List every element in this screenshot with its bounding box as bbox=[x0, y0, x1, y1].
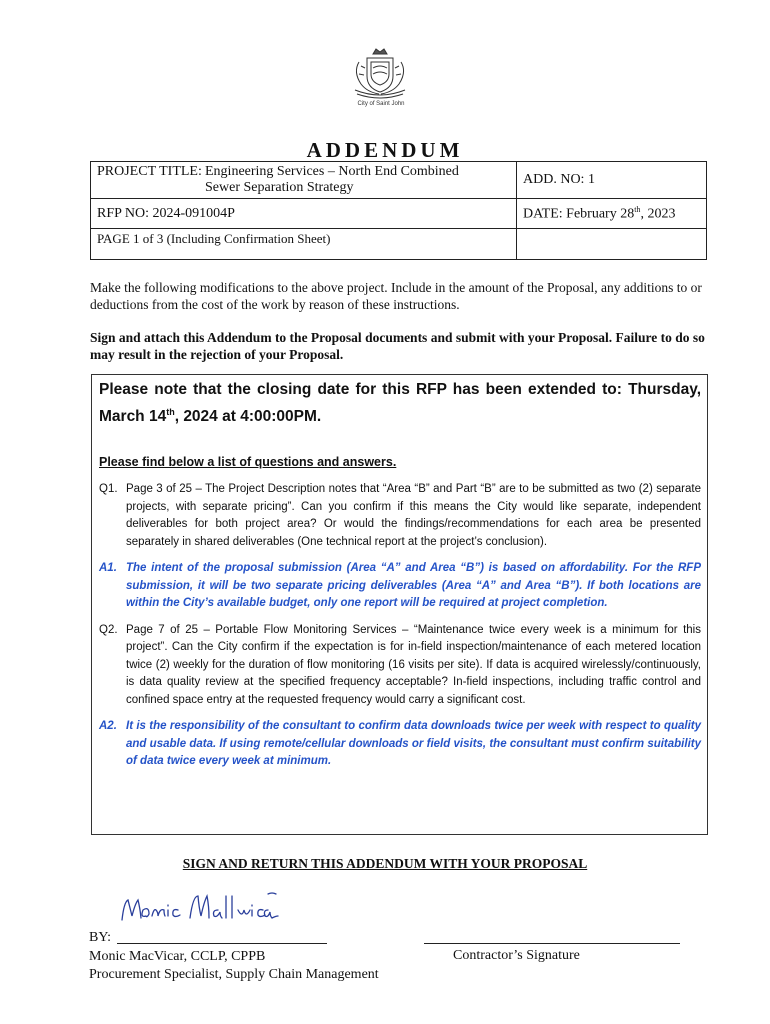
answer-1 bbox=[99, 560, 701, 613]
by-signature-line bbox=[117, 943, 327, 944]
crest-icon bbox=[349, 44, 411, 104]
document-title: ADDENDUM bbox=[306, 138, 464, 162]
intro-paragraph: Make the following modifications to the above project. Include in the amount of the Proposal, any additions to or deductions from the cost of the work by reason of these instructions. bbox=[90, 280, 702, 312]
project-title-label: PROJECT TITLE: bbox=[97, 164, 202, 179]
project-title-line1: Engineering Services – North End Combined bbox=[205, 164, 459, 179]
qa-heading: Please find below a list of questions and answers. bbox=[99, 455, 397, 470]
date-prefix: DATE: February 28 bbox=[523, 206, 635, 222]
date-suffix: , 2023 bbox=[640, 206, 676, 222]
notice-sup: th bbox=[166, 407, 175, 417]
page-info: PAGE 1 of 3 (Including Confirmation Sheet) bbox=[97, 231, 331, 246]
by-label: BY: bbox=[89, 930, 112, 945]
qa-number: Q1. bbox=[99, 483, 118, 496]
contractor-signature-label: Contractor’s Signature bbox=[453, 948, 580, 963]
header-table bbox=[90, 161, 707, 260]
answer-2 bbox=[99, 718, 701, 771]
signatory-role: Procurement Specialist, Supply Chain Management bbox=[89, 967, 379, 982]
empty-cell bbox=[517, 229, 707, 260]
project-title-cell bbox=[91, 162, 517, 199]
notice-part2: , 2024 at 4:00:00PM. bbox=[174, 408, 322, 426]
rfp-no-cell bbox=[91, 199, 517, 229]
notice-box bbox=[91, 374, 708, 835]
question-2 bbox=[99, 622, 701, 710]
add-no-cell bbox=[517, 162, 707, 199]
closing-date-notice bbox=[99, 379, 701, 428]
signatory-name: Monic MacVicar, CCLP, CPPB bbox=[89, 949, 266, 964]
rfp-no: RFP NO: 2024-091004P bbox=[97, 205, 235, 221]
notice-part1: Please note that the closing date for this RFP has been extended to: Thursday, March 14 bbox=[99, 381, 701, 426]
project-title-value bbox=[205, 164, 495, 196]
qa-text: It is the responsibility of the consultant to confirm data downloads twice per week with respect to quality and usable data. If using remote/cellular downloads or field visits, the consultant must confirm suitability of data twice every week at minimum. bbox=[126, 720, 701, 768]
qa-text: Page 7 of 25 – Portable Flow Monitoring Services – “Maintenance twice every week is a minimum for this project”. Can the City confirm if the expectation is for in-field inspection/maintenance of each metered location twice (2) weekly for the duration of flow monitoring (16 visits per site). If data is acquired wirelessly/continuously, is data quality review at the specified frequency acceptable? In-field inspections, including traffic control and confined space entry at the requested frequency would carry a significant cost. bbox=[126, 623, 701, 706]
logo-caption: City of Saint John bbox=[357, 101, 405, 107]
project-title-line2: Sewer Separation Strategy bbox=[205, 180, 354, 195]
qa-text: Page 3 of 25 – The Project Description notes that “Area “B” and Part “B” are to be submitted as two (2) separate projects, with separate pricing”. Can you confirm if this means the City would like separate, independent deliverables for both project area? Or would the findings/recommendations for each area be presented separately in shared deliverables (One technical report at the project’s conclusion). bbox=[126, 483, 701, 548]
add-no: ADD. NO: 1 bbox=[523, 172, 595, 187]
signature-icon bbox=[118, 890, 288, 932]
sign-return-heading: SIGN AND RETURN THIS ADDENDUM WITH YOUR PROPOSAL bbox=[182, 856, 588, 871]
sign-instruction: Sign and attach this Addendum to the Proposal documents and submit with your Proposal. Failure to do so may result in the rejection of your Proposal. bbox=[90, 330, 705, 362]
date-sup: th bbox=[634, 204, 641, 214]
qa-number: A2. bbox=[99, 720, 117, 733]
contractor-signature-line bbox=[424, 943, 680, 944]
date-cell bbox=[517, 199, 707, 229]
handwritten-signature bbox=[118, 890, 288, 932]
qa-number: A1. bbox=[99, 562, 117, 575]
question-1 bbox=[99, 481, 701, 551]
page-info-cell bbox=[91, 229, 517, 260]
signatory-block bbox=[89, 948, 379, 984]
qa-number: Q2. bbox=[99, 623, 118, 636]
qa-text: The intent of the proposal submission (Area “A” and Area “B”) is based on affordability. For the RFP submission, it will be two separate pricing deliverables (Area “A” and Area “B”). If both locations are within the City’s available budget, only one report will be required at project completion. bbox=[126, 562, 701, 610]
